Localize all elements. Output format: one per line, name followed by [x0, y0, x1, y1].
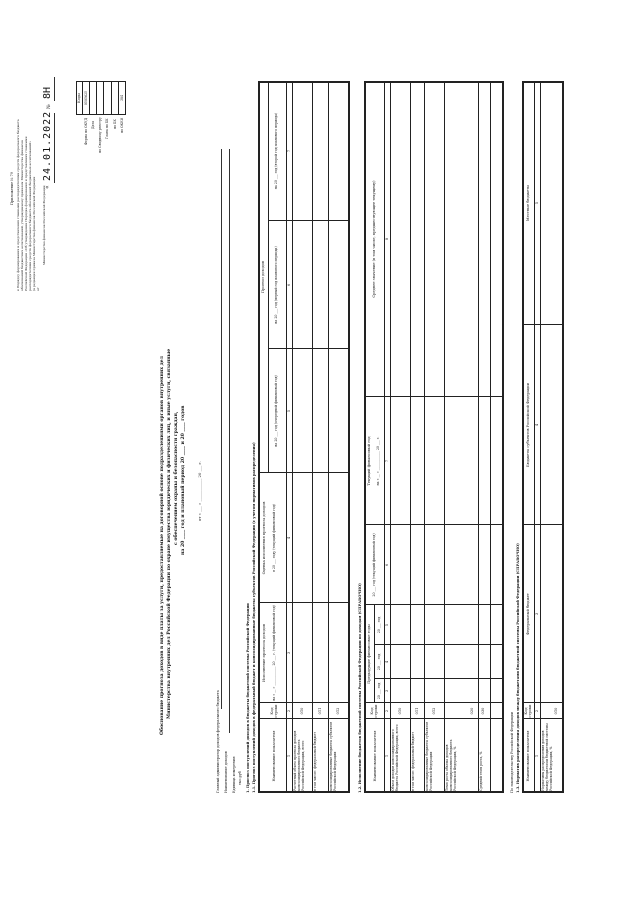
codes-label-date: Дата: [91, 120, 95, 129]
t11-row-name: консолидированные бюджеты субъектов Российской Федерации: [329, 721, 337, 791]
appendix-line-5: (в редакции приказа Министерства финансов Российской Федерации: [32, 176, 36, 291]
section13-heading: 1.3. Норматив распределения доходов между бюджетами бюджетной системы Российской Федерации (СПРАВОЧНО): [516, 543, 520, 793]
t11-num-5: 5: [287, 409, 291, 413]
appendix-line-1: к Порядку формирования и представления главными распорядителями средств федерального бюджета: [16, 119, 20, 291]
source-label: Наименование доходов: [224, 751, 228, 793]
admin-label: Главный администратор доходов федерального бюджета: [216, 690, 220, 793]
unit-value: тыс.руб: [238, 771, 242, 785]
t12-row-code: 012: [432, 707, 436, 715]
t13-num-4: 4: [535, 423, 539, 427]
section12-heading: 1.2. Исполнение бюджетов бюджетной системы Российской Федерации по доходам (СПРАВОЧНО): [358, 583, 362, 793]
t11-col-proj-1: на 20 ___ год (очередной финансовый год): [274, 375, 278, 447]
t13-num-3: 3: [535, 612, 539, 616]
handwritten-number: 8Н: [42, 86, 53, 99]
appendix-number: Приложение № 79: [10, 172, 14, 205]
t12-num-4: 4: [385, 660, 389, 664]
number-prefix: №: [46, 104, 52, 109]
codes-header: Коды: [77, 92, 81, 104]
t11-col-proj: Прогноз доходов: [261, 260, 265, 294]
appendix-line-6: от: [36, 287, 40, 291]
t11-col-exec-sub: на « __ » ____________ 20 ___ г. (текущий финансовый год): [272, 605, 276, 701]
section13-pre: По законодательству Российской Федерации: [510, 711, 514, 793]
codes-value-okei: 384: [120, 94, 124, 102]
date-underline: [54, 113, 55, 183]
t11-row-code: 010: [300, 707, 304, 715]
date-of-form: от « ___ » ____________ 20 ___ г.: [197, 461, 202, 521]
t13-num-5: 5: [535, 201, 539, 205]
t11-col-proj-2: на 20 ___ год (первый год планового периода): [274, 246, 278, 324]
t11-row-name: Расчетный объем прогноза доходов консолидированного бюджета Российской Федерации, всего: [293, 730, 305, 791]
appendix-line-4: распорядителями средств федерального бюджета обоснований бюджетных ассигнований»: [28, 140, 32, 291]
t11-col-exec: Исполнение прогноза доходов: [262, 623, 266, 683]
t11-num-2: 2: [287, 709, 291, 713]
t13-num-2: 2: [535, 709, 539, 713]
t11-col-code: Код строки: [270, 704, 279, 718]
t11-col-proj-3: на 20 ___ год (второй год планового периода): [274, 112, 278, 190]
t12-col-prev: Предыдущие финансовые годы: [367, 624, 371, 684]
title-line-3: с обеспечением охраны и безопасности граждан,: [174, 411, 179, 545]
t12-row-code: 011: [415, 707, 419, 715]
t12-row-name: консолидированные бюджеты субъектов Российской Федерации: [425, 721, 433, 791]
t12-row-name: в том числе: федеральный бюджет: [411, 732, 415, 791]
t12-col-cur-fact-sub: на « __ » ____________ 20 ___ г.: [376, 436, 380, 486]
t12-col-name: Наименование показателя: [373, 730, 377, 782]
t11-row-name: в том числе: федеральный бюджет: [313, 732, 317, 791]
codes-label-glava: Глава по БК: [105, 118, 109, 139]
handwritten-date: 24.01.2022: [42, 110, 53, 181]
t12-num-3: 3: [385, 689, 389, 693]
t11-col-est-sub: в 20 ___ году (текущий финансовый год): [272, 504, 276, 572]
number-underline: [54, 77, 55, 101]
t13-col-subj: Бюджеты субъектов Российской Федерации: [526, 382, 530, 468]
t11-col-name: Наименование показателя: [272, 730, 276, 782]
t13-col-fed: Федеральный бюджет: [526, 593, 530, 635]
title-line-1: Обоснование прогноза доходов в виде платы за услуги, предоставляемые на договорной основе подразделениями органов внутренних дел: [160, 356, 165, 735]
t12-col-cur: 20 ___ год (текущий финансовый год): [372, 533, 376, 597]
date-prefix: «: [44, 185, 51, 189]
codes-value-okud: 0505625: [84, 90, 88, 106]
t13-row-name: Нормативы распределения доходов между бюджетами бюджетной системы Российской Федерации, %: [541, 723, 553, 791]
t12-col-code: Код строки: [370, 704, 379, 718]
section1-heading: 1. Прогноз поступлений доходов в бюджеты бюджетной системы Российской Федерации: [246, 603, 250, 793]
t13-row-code: 010: [554, 707, 558, 715]
t12-row-name: Объем доходов консолидированного бюджета Российской Федерации, всего: [391, 724, 399, 791]
t11-num-3: 3: [287, 651, 291, 655]
t11-num-4: 4: [287, 536, 291, 540]
t13-col-local: Местные бюджеты: [526, 184, 530, 222]
codes-label-bk: по БК: [113, 119, 117, 129]
t12-col-cur-fact: Текущий финансовый год: [367, 436, 371, 486]
t11-col-est: Оценка исполнения прогноза доходов: [262, 501, 266, 575]
t12-num-2: 2: [385, 709, 389, 713]
unit-label: Единица измерения:: [232, 755, 236, 793]
t12-num-6: 6: [385, 563, 389, 567]
t12-row-code: 010: [398, 707, 402, 715]
ministry-line: Министерство финансов Российской Федерации: [42, 185, 46, 265]
t11-num-6: 6: [287, 283, 291, 287]
t12-col-prev-2: 20 ___ год: [377, 653, 381, 671]
title-line-2: Министерства внутренних дел Российской Федерации по охране имущества юридических и физических лиц, и иные услуги, связанные: [167, 348, 172, 719]
codes-label-okud: Форма по ОКУД: [84, 117, 88, 145]
t12-row-name: Темп роста объема доходов консолидированного бюджета Российской Федерации, %: [445, 739, 457, 791]
t12-num-8: 8: [385, 237, 389, 241]
appendix-line-2: обоснований бюджетных ассигнований, утвержденному приказом Министерства финансов: [20, 140, 24, 291]
t12-num-5: 5: [385, 623, 389, 627]
t12-col-prev-1: 20 ___ год: [377, 682, 381, 700]
t13-col-code: Код строки: [524, 704, 533, 718]
t11-row-code: 011: [318, 707, 322, 715]
t12-row-name: Средний темп роста, %: [479, 751, 483, 791]
codes-label-okei: по ОКЕИ: [120, 117, 124, 133]
t12-col-avg: Среднее значение (в том числе, предшествующее текущему): [372, 180, 376, 298]
title-line-4: на 20 ____ год и плановый период 20 ____ и 20 ____ годов: [181, 405, 186, 555]
t12-row-code: 020: [470, 707, 474, 715]
t12-row-code: 030: [481, 707, 485, 715]
appendix-line-3: Российской Федерации «Об утверждении Порядка формирования и представления главными: [24, 136, 28, 291]
t12-col-prev-3: 20 ___ год: [377, 616, 381, 634]
t11-num-7: 7: [287, 149, 291, 153]
section11-heading: 1.1. Прогноз поступлений доходов в федеральный бюджет и консолидированные бюджеты субъектов Российской Федерации (с учетом нормативов распределения): [252, 442, 256, 793]
t11-num-1: 1: [287, 754, 291, 758]
t12-num-7: 7: [385, 459, 389, 463]
t13-col-name: Наименование показателя: [526, 730, 530, 782]
t13-num-1: 1: [535, 754, 539, 758]
t11-row-code: 012: [336, 707, 340, 715]
codes-label-registry: по Сводному реестру: [98, 117, 102, 153]
t12-num-1: 1: [385, 754, 389, 758]
